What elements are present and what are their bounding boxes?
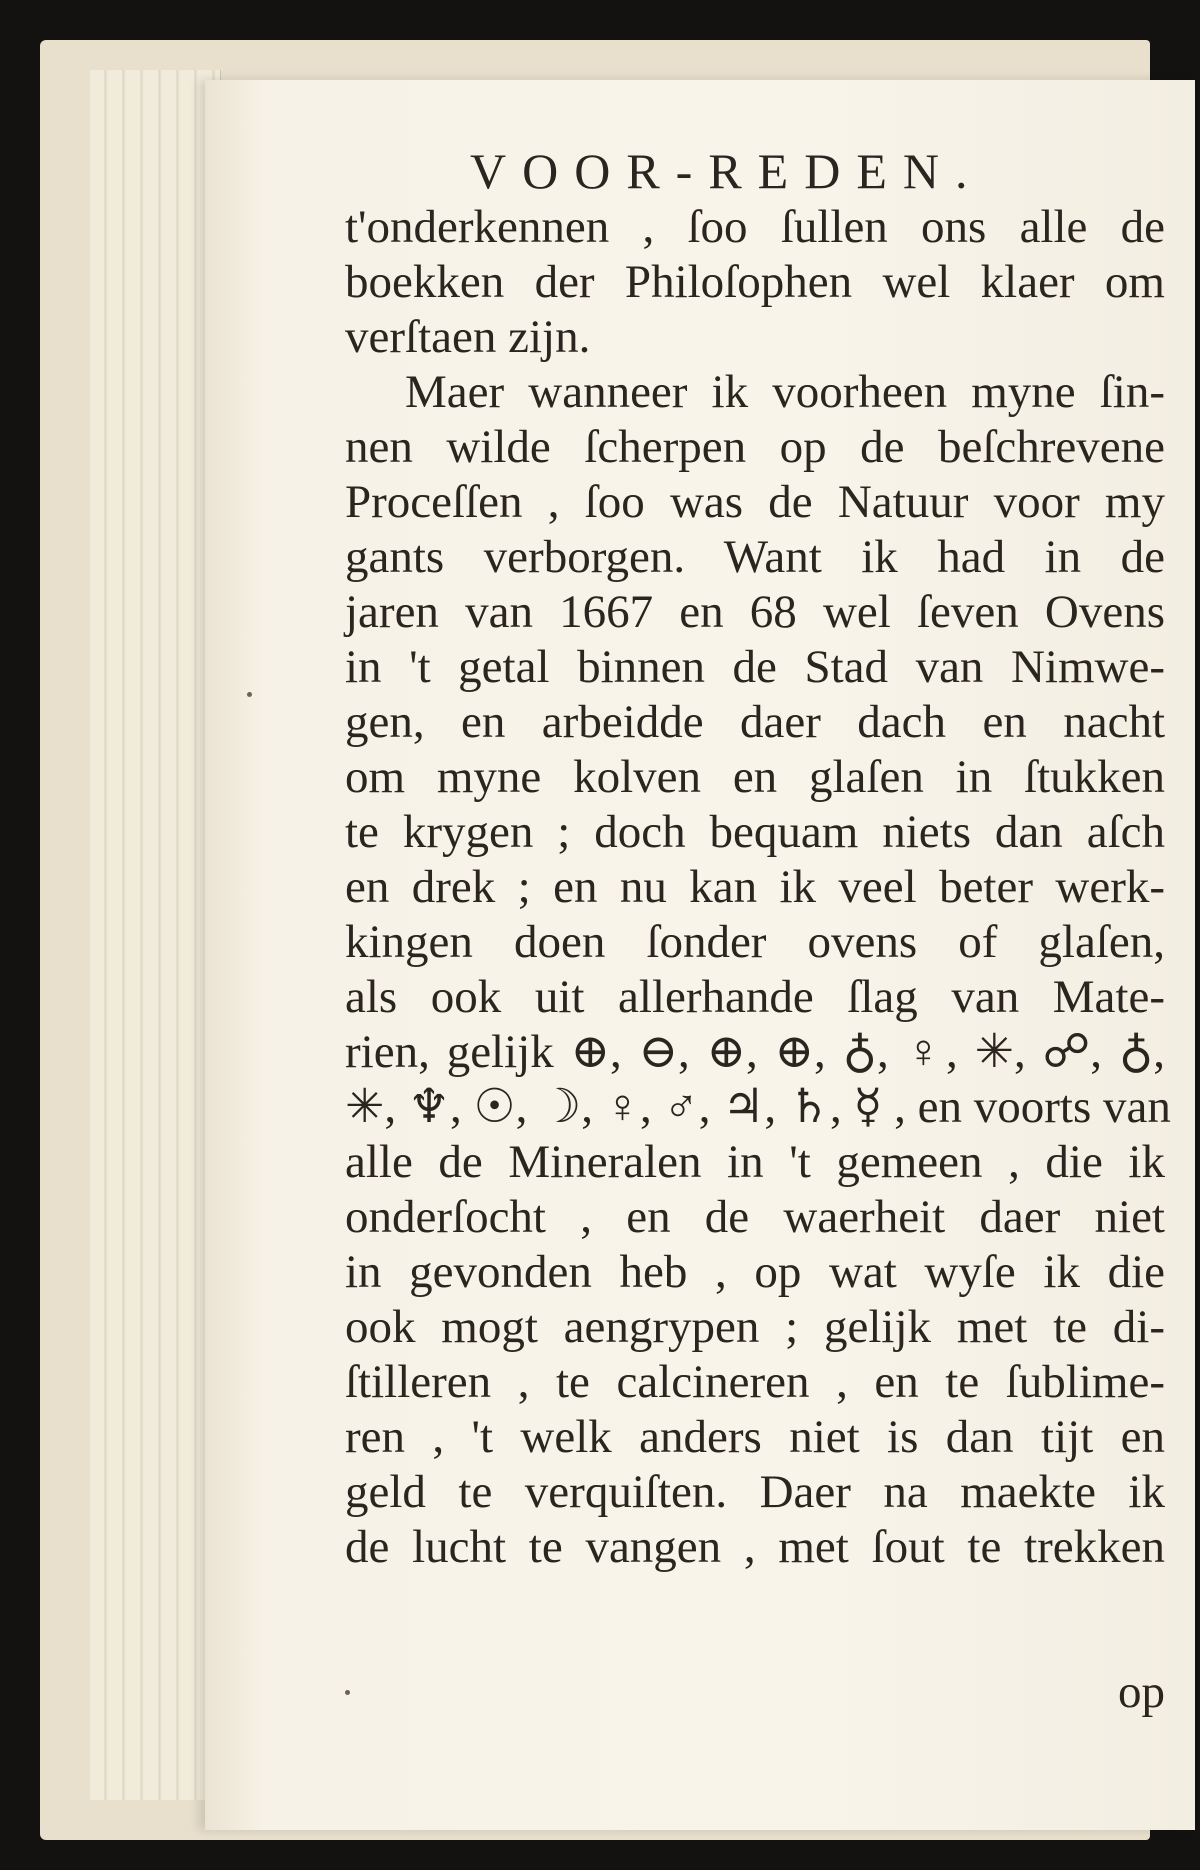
text-line: rien, gelijk ⊕, ⊖, ⊕, ⊕, ♁, ♀, ✳, ☍, ♁, [345,1026,1165,1078]
text-line: in 't getal binnen de Stad van Nimwe- [345,641,1165,693]
text-line: ſtilleren , te calcineren , en te ſublime- [345,1356,1165,1408]
page-stack-edges [90,70,221,1800]
text-line: alle de Mineralen in 't gemeen , die ik [345,1136,1165,1188]
text-line: en drek ; en nu kan ik veel beter werk- [345,861,1165,913]
text-line: verſtaen zijn. [345,311,591,363]
text-line: Maer wanneer ik voorheen myne ſin- [405,366,1165,418]
text-line: ook mogt aengrypen ; gelijk met te di- [345,1301,1165,1353]
catchword: op [1118,1666,1165,1718]
text-line: om myne kolven en glaſen in ſtukken [345,751,1165,803]
text-line: gants verborgen. Want ik had in de [345,531,1165,583]
text-line: als ook uit allerhande ſlag van Mate- [345,971,1165,1023]
running-head: VOOR-REDEN. [470,143,984,199]
text-line: ✳, ♆, ☉, ☽, ♀, ♂, ♃, ♄, ☿ , en voorts van [345,1081,1171,1133]
text-line: jaren van 1667 en 68 wel ſeven Ovens [345,586,1165,638]
text-line: nen wilde ſcherpen op de beſchrevene [345,421,1165,473]
text-line: geld te verquiſten. Daer na maekte ik [345,1466,1165,1518]
text-line: gen, en arbeidde daer dach en nacht [345,696,1165,748]
ink-speck [247,692,252,697]
text-line: kingen doen ſonder ovens of glaſen, [345,916,1165,968]
text-line: t'onderkennen , ſoo ſullen ons alle de [345,201,1165,253]
text-line: Proceſſen , ſoo was de Natuur voor my [345,476,1165,528]
text-line: onderſocht , en de waerheit daer niet [345,1191,1165,1243]
text-line: de lucht te vangen , met ſout te trekken [345,1521,1165,1573]
body-text [345,200,1171,1575]
text-line: boekken der Philoſophen wel klaer om [345,256,1165,308]
text-line: ren , 't welk anders niet is dan tijt en [345,1411,1165,1463]
text-line: in gevonden heb , op wat wyſe ik die [345,1246,1165,1298]
text-line: te krygen ; doch bequam niets dan aſch [345,806,1165,858]
ink-speck [345,1690,350,1695]
